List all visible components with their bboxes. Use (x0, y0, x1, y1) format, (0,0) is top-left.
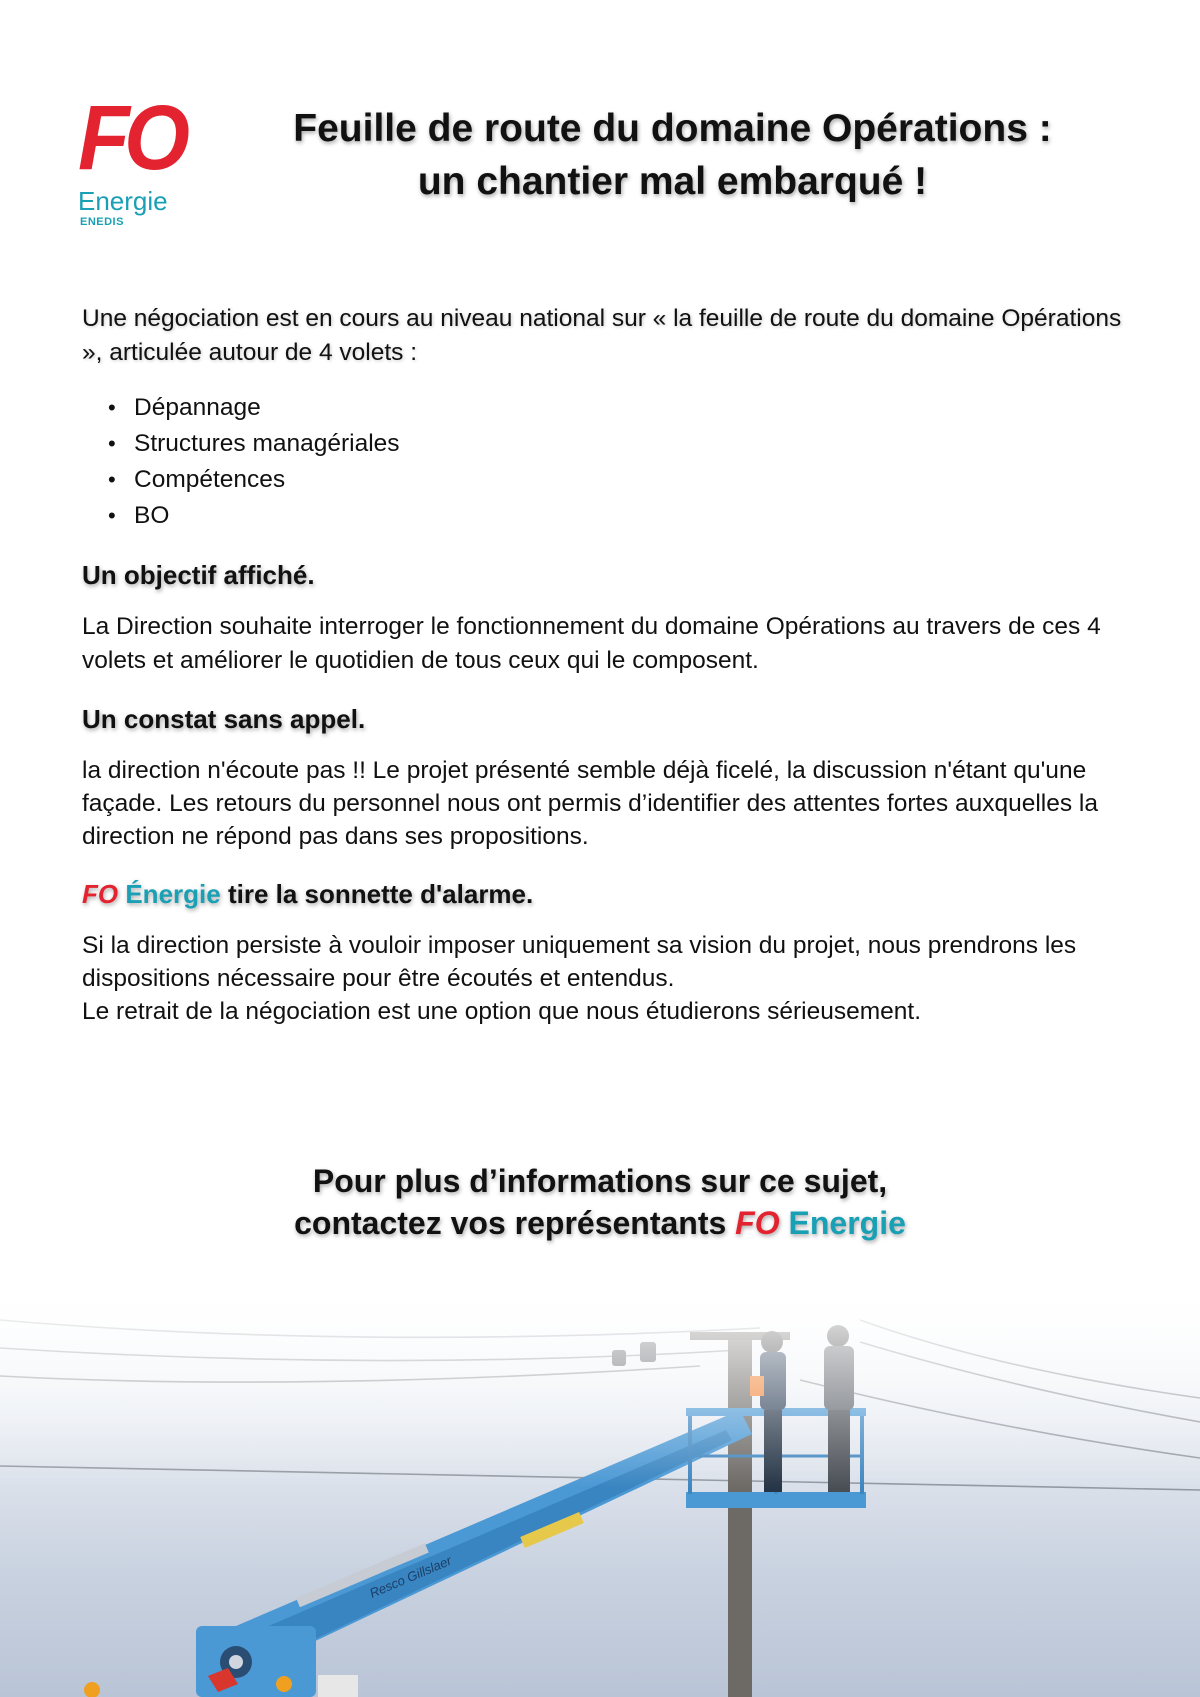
section-heading-constat: Un constat sans appel. (82, 704, 366, 734)
list-item: • Structures managériales (134, 426, 1122, 462)
volets-list (82, 390, 1122, 534)
section-text-alarme (82, 929, 1122, 1028)
callout-line-2-prefix: contactez vos représentants (294, 1205, 727, 1241)
heading-fo-text: FO (82, 879, 119, 909)
list-item: • Dépannage (134, 390, 1122, 426)
callout-line-1: Pour plus d’informations sur ce sujet, (312, 1163, 888, 1199)
heading-alarme-rest: tire la sonnette d'alarme. (227, 879, 534, 909)
list-item: • BO (134, 498, 1122, 534)
callout-fo-text: FO (735, 1205, 780, 1241)
section-heading-objectif: Un objectif affiché. (82, 560, 315, 590)
logo-fo-text: FO (78, 87, 185, 189)
section-text-objectif: La Direction souhaite interroger le fonctionnement du domaine Opérations au travers de ces 4 volets et améliorer le quotidien de tous ceux qui le composent. (82, 613, 1101, 674)
title-line-1: Feuille de route du domaine Opérations : (293, 107, 1052, 150)
logo-enedis-text: ENEDIS (80, 216, 124, 228)
main-content (82, 302, 1122, 1028)
bucket-truck-photo (0, 1280, 1200, 1697)
section-heading-alarme (82, 875, 1122, 913)
bucket-truck-illustration (0, 1280, 1200, 1697)
section-text-constat: la direction n'écoute pas !! Le projet présenté semble déjà ficelé, la discussion n'étant qu'une façade. Les retours du personnel nous ont permis d’identifier des attentes fortes auxquelles la direction ne répond pas dans ses propositions. (82, 757, 1098, 850)
page-title (220, 102, 1125, 208)
top-fade-overlay (0, 1280, 1200, 1697)
heading-energie-text: Énergie (125, 879, 221, 909)
callout-energie-text: Energie (788, 1205, 906, 1241)
alarme-line-1: Si la direction persiste à vouloir imposer uniquement sa vision du projet, nous prendrons les dispositions nécessaire pour être écoutés et entendus. (82, 932, 1077, 992)
alarme-line-2: Le retrait de la négociation est une option que nous étudierons sérieusement. (82, 998, 922, 1025)
list-item: • Compétences (134, 462, 1122, 498)
intro-paragraph: Une négociation est en cours au niveau national sur « la feuille de route du domaine Opérations », articulée autour de 4 volets : (82, 305, 1122, 366)
logo-energie-text: Energie (78, 186, 168, 216)
title-line-2: un chantier mal embarqué ! (417, 160, 928, 203)
fo-energie-logo (78, 87, 188, 232)
contact-callout (100, 1160, 1100, 1244)
